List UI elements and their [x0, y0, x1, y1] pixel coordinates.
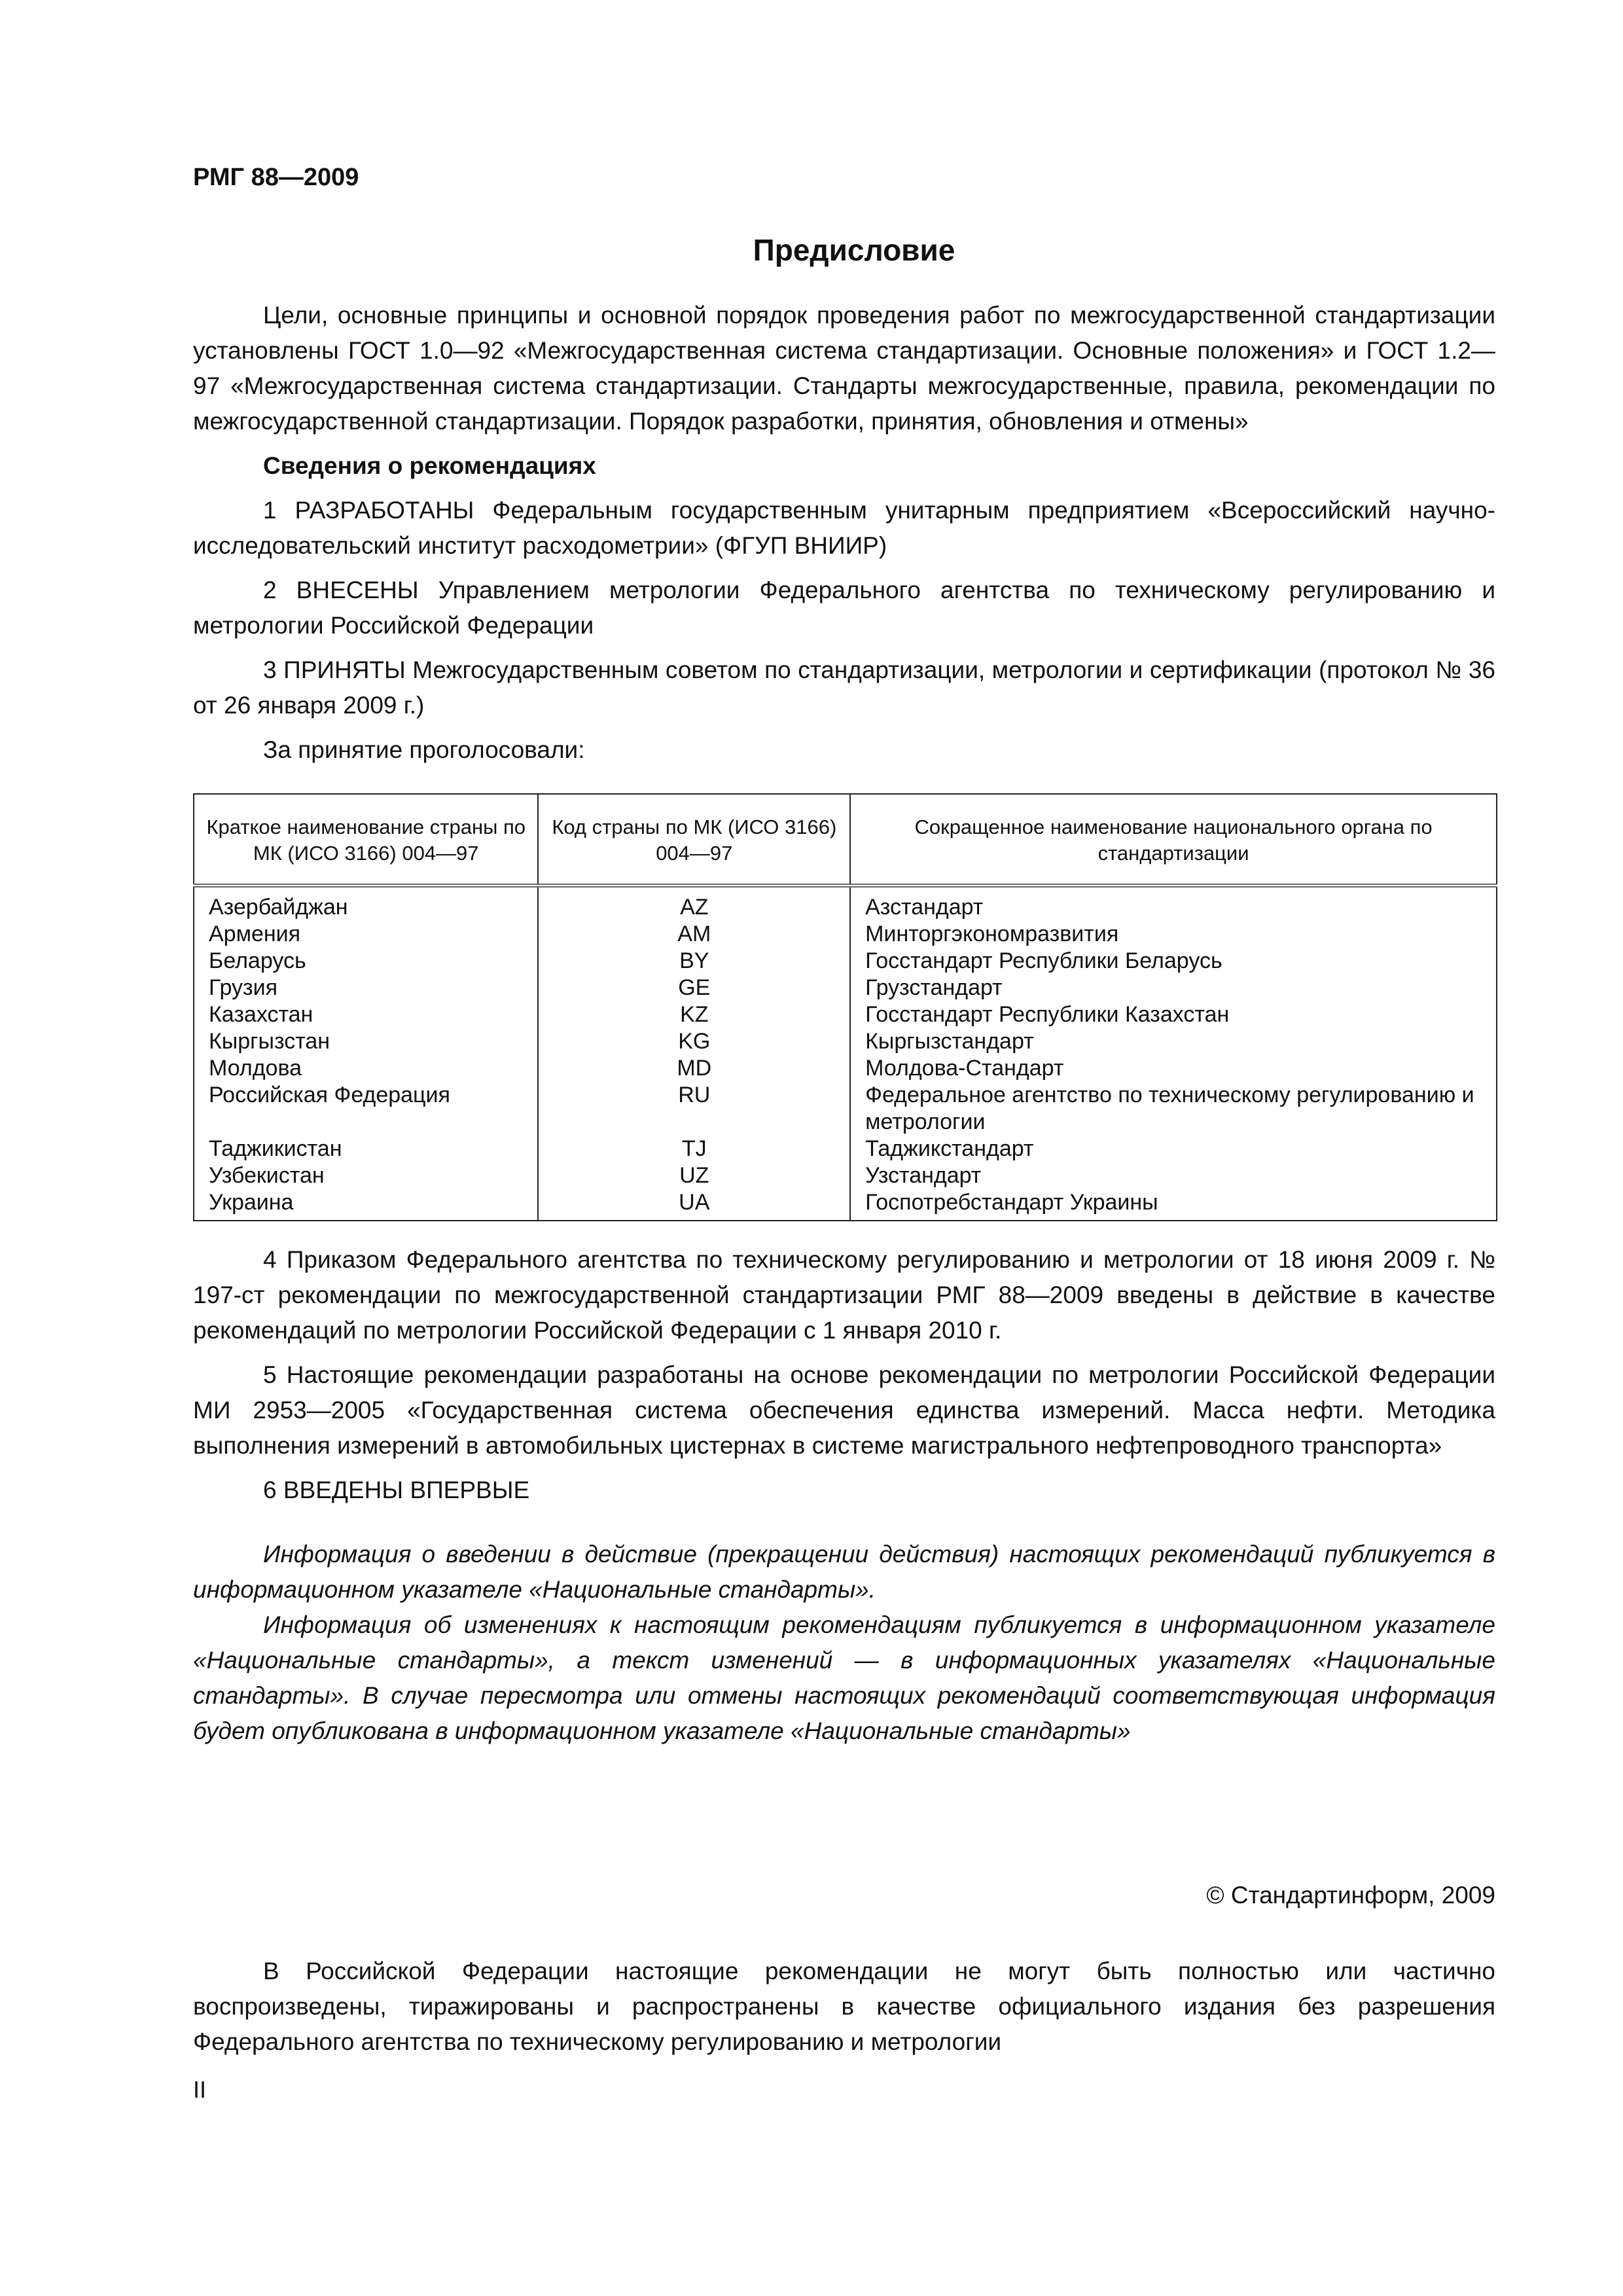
code-cell: KZ: [538, 1001, 850, 1028]
table-header-row: [194, 794, 1497, 886]
table-row: [194, 1001, 1497, 1028]
table-row: [194, 1055, 1497, 1082]
body-cell: Федеральное агентство по техническому регулированию и метрологии: [850, 1082, 1497, 1136]
body-cell: Госпотребстандарт Украины: [850, 1189, 1497, 1221]
item-4: 4 Приказом Федерального агентства по техническому регулированию и метрологии от 18 июня 2009 г. № 197-ст рекомендации по межгосударственной стандартизации РМГ 88—2009 введены в действие в качестве рекомендаций по метрологии Российской Федерации с 1 января 2010 г.: [193, 1246, 1495, 1344]
body-cell: Грузстандарт: [850, 975, 1497, 1001]
country-cell: Таджикистан: [194, 1136, 538, 1162]
code-cell: GE: [538, 975, 850, 1001]
notice-paragraph-2: Информация об изменениях к настоящим рекомендациям публикуется в информационном указателе «Национальные стандарты», а текст изменений — в информационных указателях «Национальные стандарты». В случае пересмотра или отмены настоящих рекомендаций соответствующая информация будет опубликована в информационном указателе «Национальные стандарты»: [193, 1611, 1495, 1744]
country-cell: Узбекистан: [194, 1162, 538, 1189]
header-country: Краткое наименование страны по МК (ИСО 3166) 004—97: [194, 794, 538, 886]
body-cell: Госстандарт Республики Казахстан: [850, 1001, 1497, 1028]
preface-body-continued: [193, 1242, 1495, 1749]
code-cell: KG: [538, 1028, 850, 1055]
footer-note: В Российской Федерации настоящие рекомендации не могут быть полностью или частично воспроизведены, тиражированы и распространены в качестве официального издания без разрешения Федерального агентства по техническому регулированию и метрологии: [193, 1958, 1495, 2055]
code-cell: TJ: [538, 1136, 850, 1162]
body-cell: Кыргызстандарт: [850, 1028, 1497, 1055]
item-1: 1 РАЗРАБОТАНЫ Федеральным государственным унитарным предприятием «Всероссийский научно-исследовательский институт расходометрии» (ФГУП ВНИИР): [193, 497, 1495, 559]
country-cell: Грузия: [194, 975, 538, 1001]
country-cell: Российская Федерация: [194, 1082, 538, 1136]
table-row: [194, 1136, 1497, 1162]
item-6: 6 ВВЕДЕНЫ ВПЕРВЫЕ: [263, 1477, 530, 1503]
body-cell: Азстандарт: [850, 886, 1497, 921]
code-cell: RU: [538, 1082, 850, 1136]
body-cell: Госстандарт Республики Беларусь: [850, 948, 1497, 975]
body-cell: Узстандарт: [850, 1162, 1497, 1189]
notice-paragraph-1: Информация о введении в действие (прекращении действия) настоящих рекомендаций публикуется в информационном указателе «Национальные стандарты».: [193, 1541, 1495, 1603]
page-number: II: [193, 2076, 207, 2103]
body-cell: Таджикстандарт: [850, 1136, 1497, 1162]
table-row: [194, 886, 1497, 921]
table-row: [194, 1082, 1497, 1136]
country-cell: Армения: [194, 921, 538, 948]
country-cell: Беларусь: [194, 948, 538, 975]
country-cell: Азербайджан: [194, 886, 538, 921]
intro-paragraph: Цели, основные принципы и основной порядок проведения работ по межгосударственной стандартизации установлены ГОСТ 1.0—92 «Межгосударственная система стандартизации. Основные положения» и ГОСТ 1.2—97 «Межгосударственная система стандартизации. Стандарты межгосударственные, правила, рекомендации по межгосударственной стандартизации. Порядок разработки, принятия, обновления и отмены»: [193, 302, 1495, 435]
table-row: [194, 948, 1497, 975]
voted-label: За принятие проголосовали:: [263, 736, 585, 763]
code-cell: BY: [538, 948, 850, 975]
header-code: Код страны по МК (ИСО 3166) 004—97: [538, 794, 850, 886]
item-5: 5 Настоящие рекомендации разработаны на основе рекомендации по метрологии Российской Федерации МИ 2953—2005 «Государственная система обеспечения единства измерений. Масса нефти. Методика выполнения измерений в автомобильных цистернах в системе магистрального нефтепроводного транспорта»: [193, 1361, 1495, 1459]
table-row: [194, 921, 1497, 948]
code-cell: UA: [538, 1189, 850, 1221]
table-row: [194, 1189, 1497, 1221]
copyright-line: © Стандартинформ, 2009: [1206, 1882, 1495, 1909]
document-code: РМГ 88—2009: [193, 164, 359, 191]
body-cell: Минторгэкономразвития: [850, 921, 1497, 948]
body-cell: Молдова-Стандарт: [850, 1055, 1497, 1082]
voting-table: [193, 793, 1497, 1221]
page-title: Предисловие: [753, 233, 955, 267]
country-cell: Казахстан: [194, 1001, 538, 1028]
table-row: [194, 975, 1497, 1001]
header-body: Сокращенное наименование национального органа по стандартизации: [850, 794, 1497, 886]
code-cell: MD: [538, 1055, 850, 1082]
preface-body: [193, 298, 1495, 777]
country-cell: Молдова: [194, 1055, 538, 1082]
code-cell: AM: [538, 921, 850, 948]
country-cell: Украина: [194, 1189, 538, 1221]
item-3: 3 ПРИНЯТЫ Межгосударственным советом по стандартизации, метрологии и сертификации (протокол № 36 от 26 января 2009 г.): [193, 656, 1495, 719]
section-heading: Сведения о рекомендациях: [263, 452, 596, 479]
country-cell: Кыргызстан: [194, 1028, 538, 1055]
code-cell: UZ: [538, 1162, 850, 1189]
code-cell: AZ: [538, 886, 850, 921]
table-row: [194, 1162, 1497, 1189]
item-2: 2 ВНЕСЕНЫ Управлением метрологии Федерального агентства по техническому регулированию и метрологии Российской Федерации: [193, 577, 1495, 639]
table-row: [194, 1028, 1497, 1055]
